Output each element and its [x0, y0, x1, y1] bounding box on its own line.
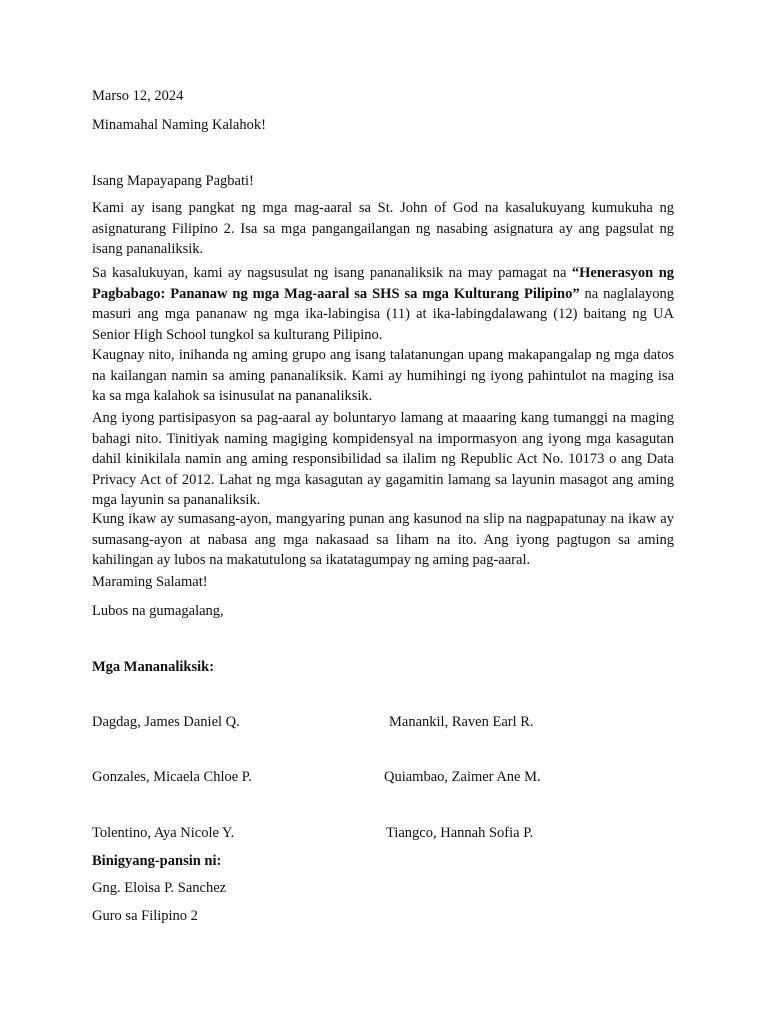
- researchers-heading: Mga Mananaliksik:: [92, 659, 215, 675]
- letter-date: Marso 12, 2024: [92, 88, 184, 104]
- paragraph-5: Kung ikaw ay sumasang-ayon, mangyaring punan ang kasunod na slip na nagpapatunay na ikaw ay sumasang-ayon at nabasa ang mga nakasaad sa liham na ito. Ang iyong pagtugon sa aming kahilingan ay lubos na makatutulong sa ikatatagumpay ng aming pag-aaral.: [92, 511, 674, 568]
- researcher-name: Dagdag, James Daniel Q.: [92, 714, 240, 730]
- paragraph-2-rest: na naglalayong masuri ang mga pananaw ng mga ika-labingisa (11) at ika-labingdalawang (12) baitang ng UA Senior High School tungkol sa kulturang Pilipino.: [92, 285, 674, 343]
- approver-name: Gng. Eloisa P. Sanchez: [92, 880, 227, 896]
- greeting: Isang Mapayapang Pagbati!: [92, 173, 254, 189]
- paragraph-1: Kami ay isang pangkat ng mga mag-aaral sa St. John of God na kasalukuyang kumukuha ng asignaturang Filipino 2. Isa sa mga pangangailangan ng nasabing asignatura ay ang pagsulat ng isang pananaliksik.: [92, 200, 674, 257]
- approver-title: Guro sa Filipino 2: [92, 908, 198, 924]
- thanks-line: Maraming Salamat!: [92, 574, 208, 590]
- paragraph-2-intro: Sa kasalukuyan, kami ay nagsusulat ng isang pananaliksik na may pamagat na: [92, 265, 572, 281]
- closing-line: Lubos na gumagalang,: [92, 603, 224, 619]
- research-title: “Henerasyon ng Pagbabago: Pananaw ng mga Mag-aaral sa SHS sa mga Kulturang Pilipino”: [92, 265, 675, 302]
- researcher-name: Gonzales, Micaela Chloe P.: [92, 769, 252, 785]
- salutation: Minamahal Naming Kalahok!: [92, 117, 266, 133]
- approval-heading: Binigyang-pansin ni:: [92, 853, 222, 869]
- researcher-name: Manankil, Raven Earl R.: [389, 714, 534, 730]
- paragraph-2: [92, 263, 674, 345]
- paragraph-4: Ang iyong partisipasyon sa pag-aaral ay boluntaryo lamang at maaaring kang tumanggi na maging bahagi nito. Tinitiyak naming magiging kompidensyal na impormasyon ang iyong mga kasagutan dahil kinikilala namin ang aming responsibilidad sa ilalim ng Republic Act No. 10173 o ang Data Privacy Act of 2012. Lahat ng mga kasagutan ay gagamitin lamang sa layunin masagot ang aming mga layunin sa pananaliksik.: [92, 410, 674, 508]
- paragraph-3: Kaugnay nito, inihanda ng aming grupo ang isang talatanungan upang makapangalap ng mga datos na kailangan namin sa aming pananaliksik. Kami ay humihingi ng iyong pahintulot na maging isa ka sa mga kalahok sa isinusulat na pananaliksik.: [92, 347, 674, 404]
- researcher-name: Quiambao, Zaimer Ane M.: [384, 769, 541, 785]
- researcher-name: Tiangco, Hannah Sofia P.: [386, 825, 534, 841]
- researcher-name: Tolentino, Aya Nicole Y.: [92, 825, 235, 841]
